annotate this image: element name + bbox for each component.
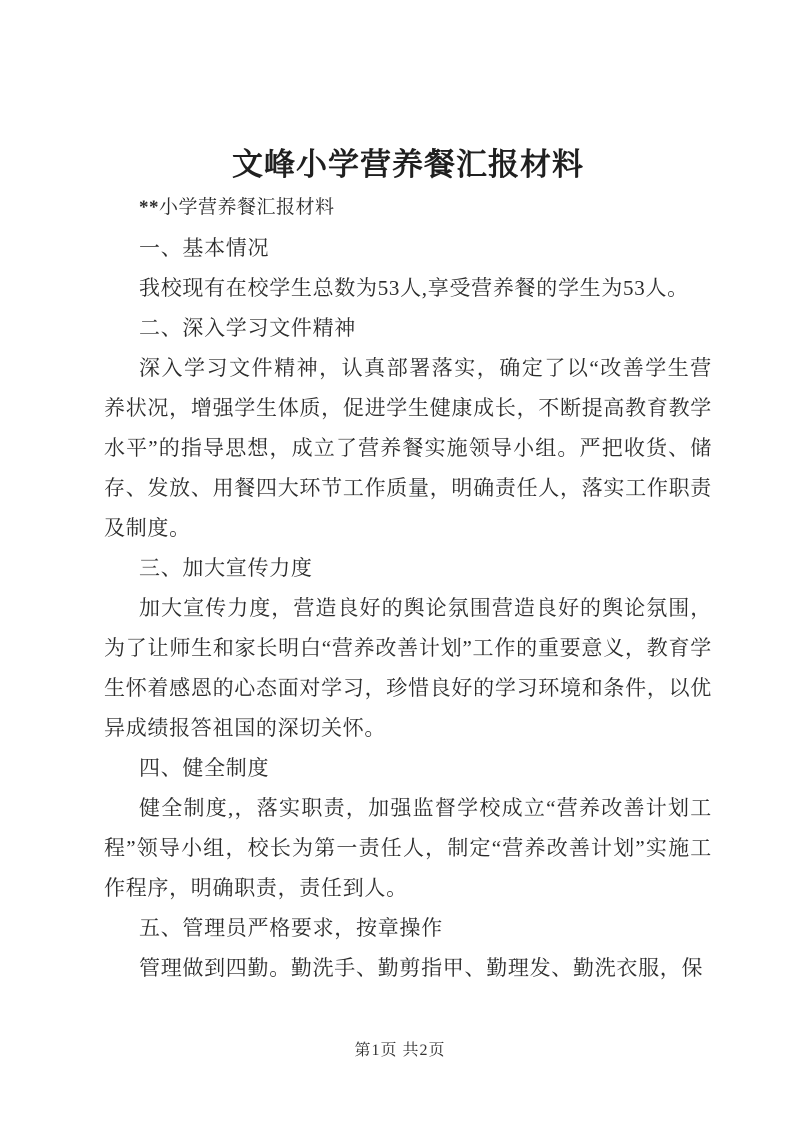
section-paragraph-manager-requirements: 管理做到四勤。勤洗手、勤剪指甲、勤理发、勤洗衣服，保 [139, 956, 704, 980]
section-paragraph-study-documents: 深入学习文件精神，认真部署落实，确定了以“改善学生营养状况，增强学生体质，促进学生健康成长，不断提高教育教学水平”的指导思想，成立了营养餐实施领导小组。严把收货、储存、发放、用餐四大环节工作质量，明确责任人，落实工作职责及制度。 [104, 356, 712, 540]
section-heading-manager-requirements: 五、管理员严格要求，按章操作 [139, 916, 443, 940]
page-footer [0, 1040, 800, 1062]
section-heading-basic-info: 一、基本情况 [139, 236, 270, 260]
subtitle-prefix: ** [139, 197, 159, 218]
section-paragraph-basic-info: 我校现有在校学生总数为53人,享受营养餐的学生为53人。 [139, 276, 689, 300]
section-heading-study-documents: 二、深入学习文件精神 [139, 316, 356, 340]
document-title: 文峰小学营养餐汇报材料 [232, 147, 584, 182]
page-indicator: 第1页 共2页 [354, 1042, 446, 1059]
section-paragraph-publicity: 加大宣传力度，营造良好的舆论氛围营造良好的舆论氛围，为了让师生和家长明白“营养改善计划”工作的重要意义，教育学生怀着感恩的心态面对学习，珍惜良好的学习环境和条件，以优异成绩报答祖国的深切关怀。 [104, 596, 712, 740]
subtitle-text: 小学营养餐汇报材料 [159, 197, 335, 218]
section-heading-publicity: 三、加大宣传力度 [139, 556, 313, 580]
section-paragraph-systems: 健全制度,，落实职责，加强监督学校成立“营养改善计划工程”领导小组，校长为第一责任人，制定“营养改善计划”实施工作程序，明确职责，责任到人。 [104, 796, 712, 900]
document-subtitle [104, 188, 712, 228]
section-heading-systems: 四、健全制度 [139, 756, 270, 780]
document-content [104, 142, 712, 988]
